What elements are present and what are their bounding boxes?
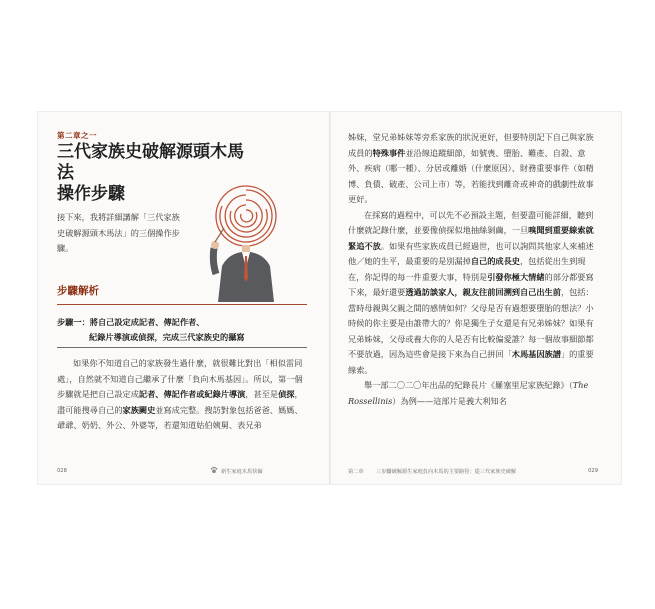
steps-divider xyxy=(57,304,307,305)
left-page xyxy=(38,112,329,484)
paragraph-2 xyxy=(348,208,598,379)
text-run: ）為例——這部片是義大利知名 xyxy=(392,395,507,406)
text-run: 並沿線追蹤細節，如號喪、墮胎、難產、自殺、意外、疾病（哪一種）、分居或離婚（什麼原因）、財務重要事件（如精博、負債、破產、公司上市）等，若能找到離奇或神奇的戲劇性故事更好。 xyxy=(348,147,594,204)
section-title-line-2: 操作步驟 xyxy=(57,184,125,204)
text-run: 的部分都要寫下來，最好還要 xyxy=(348,271,594,297)
chapter-title-footer: 三步驟破解源生家庭負向木馬的主要路徑：從三代家族史破解 xyxy=(376,469,517,475)
paragraph-1 xyxy=(348,130,598,208)
step-one-line-1: 步驟一：將自己設定成記者、傳記作者、 xyxy=(57,317,205,327)
paw-icon xyxy=(210,466,218,474)
text-run: 舉一部二〇二〇年出品的紀錄長片《羅塞里尼家族紀錄》（ xyxy=(364,380,573,390)
text-run: 在採寫的過程中，可以先不必預設主題，但要盡可能詳細，聽到什麼就記錄什麼，並要像偵探似地抽絲剝繭，一旦 xyxy=(348,209,594,235)
step-one-line-2: 紀錄片導演或偵探，完成三代家族史的攝寫 xyxy=(89,332,245,342)
right-page xyxy=(331,112,621,484)
text-run: ，甚至是 xyxy=(245,389,279,399)
italic-text-run: The Rossellinis xyxy=(348,380,589,406)
chapter-label: 第二章之一 xyxy=(57,131,97,140)
intro-paragraph: 接下來，我將詳細講解「三代家族史破解源頭木馬法」的三個操作步驟。 xyxy=(57,212,180,253)
maze-head-man-illustration xyxy=(188,182,308,302)
text-run: 並寫成完整。搜訪對象包括爸爸、媽媽、爺爺、奶奶、外公、外婆等，若還知道姑伯姨舅、表兄弟 xyxy=(57,404,303,430)
bold-text-run: 引發你極大情緒 xyxy=(487,271,545,282)
bold-text-run: 透過訪談家人，親友往前回溯到自己出生前 xyxy=(405,287,561,297)
bold-text-run: 特殊事件 xyxy=(372,147,406,158)
text-run: 。如果有些家族成員已經過世，也可以詢問其他家人來補述他／她的生平，最重要的是別漏掉 xyxy=(348,240,594,266)
text-run: ，盡可能搜尋自己的 xyxy=(57,389,303,415)
text-run: ，包括從出生到現在，你記得的每一件重要大事，特別是 xyxy=(348,256,586,282)
footer-chapter: 第二章 xyxy=(348,469,364,475)
text-run: 姊妹，堂兄弟姊妹等旁系家族的狀況更好，但要特別記下自己與家族成員的 xyxy=(348,132,594,158)
text-run: ，包括：當時母親與父親之間的感情如何？父母是否有過想要墮胎的想法？小時候的你主要是由誰帶大的？你是獨生子女還是有兄弟姊妹？如果有兄弟姊妹，父母或養大你的人是否有比較偏愛誰？每一個故事細節都不要放過，因為這些會是接下來為自己拼回「 xyxy=(348,287,594,359)
bold-text-run: 記者、傳記作者或紀錄片導演 xyxy=(138,389,246,399)
steps-heading: 步驟解析 xyxy=(57,285,99,297)
page-number: 029 xyxy=(588,468,598,474)
section-title-line-1: 三代家族史破解源頭木馬法 xyxy=(57,142,244,183)
bold-text-run: 家族闕史 xyxy=(122,404,156,415)
bold-text-run: 偵探 xyxy=(278,389,295,399)
bold-text-run: 木馬基因族譜 xyxy=(511,349,561,359)
book-title-footer: 新生家庭木馬快篩 xyxy=(221,469,263,475)
text-run: 」的重要線索。 xyxy=(348,349,594,375)
book-spread xyxy=(38,112,621,484)
step-one-heading xyxy=(57,315,309,345)
paragraph-3 xyxy=(348,378,598,409)
left-body-paragraph xyxy=(57,356,307,434)
bold-text-run: 自己的成長史 xyxy=(470,256,520,266)
right-body xyxy=(348,130,598,409)
text-run: 如果你不知道自己的家族發生過什麼，就很難比對出「相似雷同處」，自然就不知道自己繼承了什麼「負向木馬基因」。所以，第一個步驟就是把自己設定成 xyxy=(57,358,303,399)
step-one-underline xyxy=(57,347,307,348)
bold-text-run: 嗅聞到重要線索就緊追不放 xyxy=(348,225,594,251)
page-number: 028 xyxy=(57,468,67,474)
